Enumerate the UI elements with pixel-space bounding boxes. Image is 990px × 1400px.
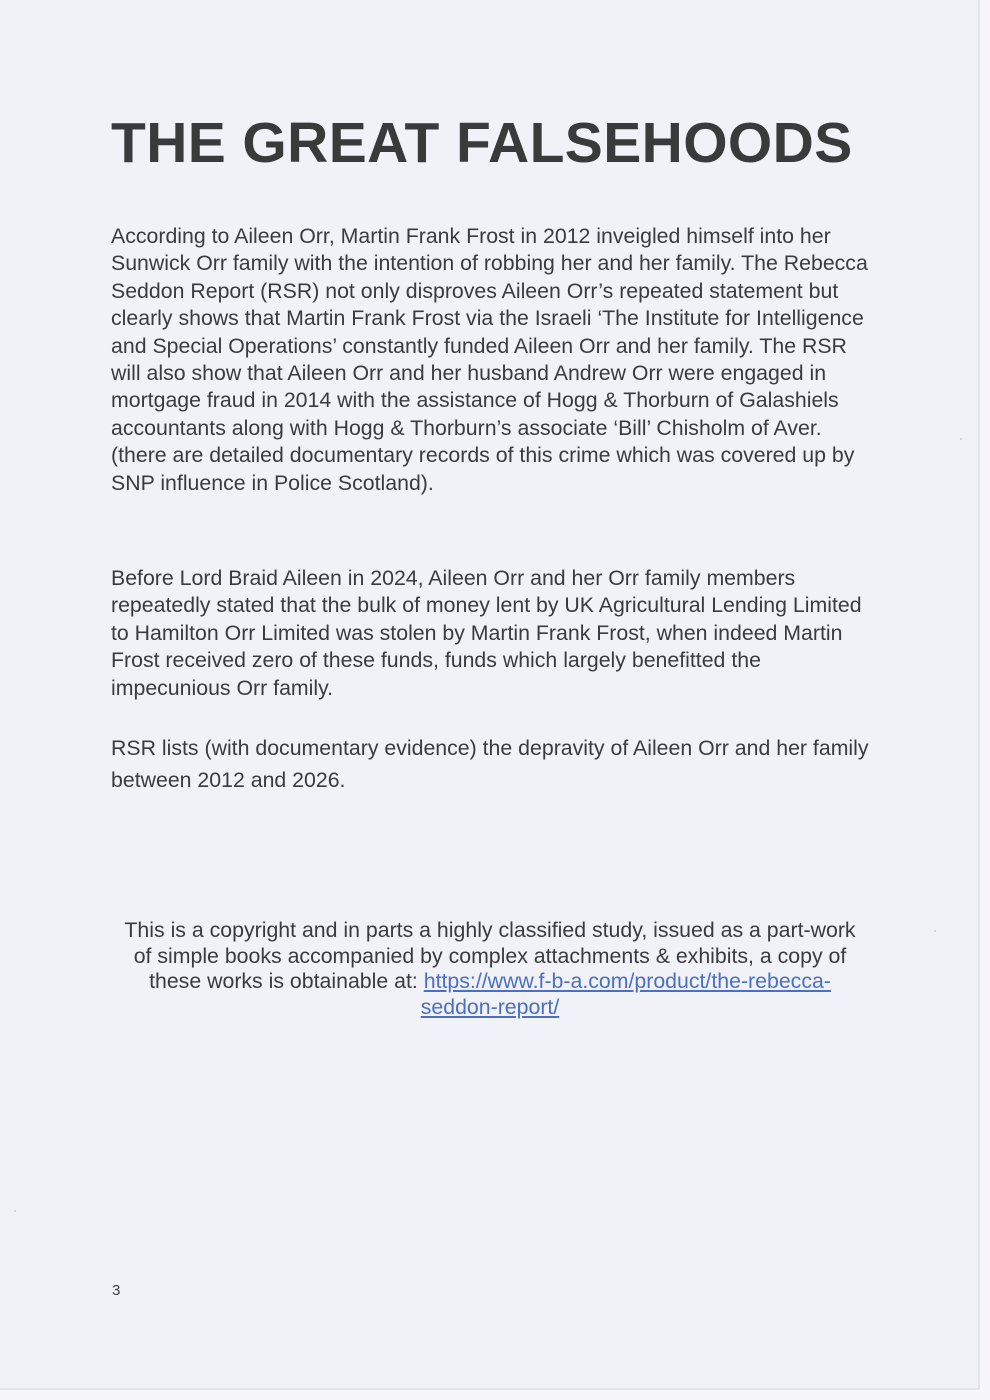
- copyright-notice-text: This is a copyright and in parts a highly classified study, issued as a part-work of simple books accompanied by complex attachments & exhibits, a copy of these works is obtainable at:: [124, 918, 856, 993]
- scan-speck: [934, 930, 936, 932]
- scan-speck: [14, 1210, 16, 1212]
- copyright-notice: [120, 918, 860, 1020]
- paragraph-lord-braid: Before Lord Braid Aileen in 2024, Aileen Orr and her Orr family members repeatedly stated that the bulk of money lent by UK Agricultural Lending Limited to Hamilton Orr Limited was stolen by Martin Frank Frost, when indeed Martin Frost received zero of these funds, funds which largely benefitted the impecunious Orr family.: [111, 566, 862, 700]
- paragraph-falsehood-claim: According to Aileen Orr, Martin Frank Frost in 2012 inveigled himself into her Sunwick Orr family with the intention of robbing her and her family. The Rebecca Seddon Report (RSR) not only disproves Aileen Orr’s repeated statement but clearly shows that Martin Frank Frost via the Israeli ‘The Institute for Intelligence and Special Operations’ constantly funded Aileen Orr and her family. The RSR will also show that Aileen Orr and her husband Andrew Orr were engaged in mortgage fraud in 2014 with the assistance of Hogg & Thorburn of Galashiels accountants along with Hogg & Thorburn’s associate ‘Bill’ Chisholm of Aver. (there are detailed documentary records of this crime which was covered up by SNP influence in Police Scotland).: [111, 224, 868, 495]
- document-title: THE GREAT FALSEHOODS: [111, 111, 853, 175]
- scan-speck: [960, 438, 962, 440]
- page-number: 3: [112, 1282, 121, 1299]
- paragraph-rsr-lists: RSR lists (with documentary evidence) the depravity of Aileen Orr and her family between 2012 and 2026.: [111, 736, 869, 792]
- report-link[interactable]: https://www.f-b-a.com/product/the-rebecca-seddon-report/: [420, 969, 831, 1019]
